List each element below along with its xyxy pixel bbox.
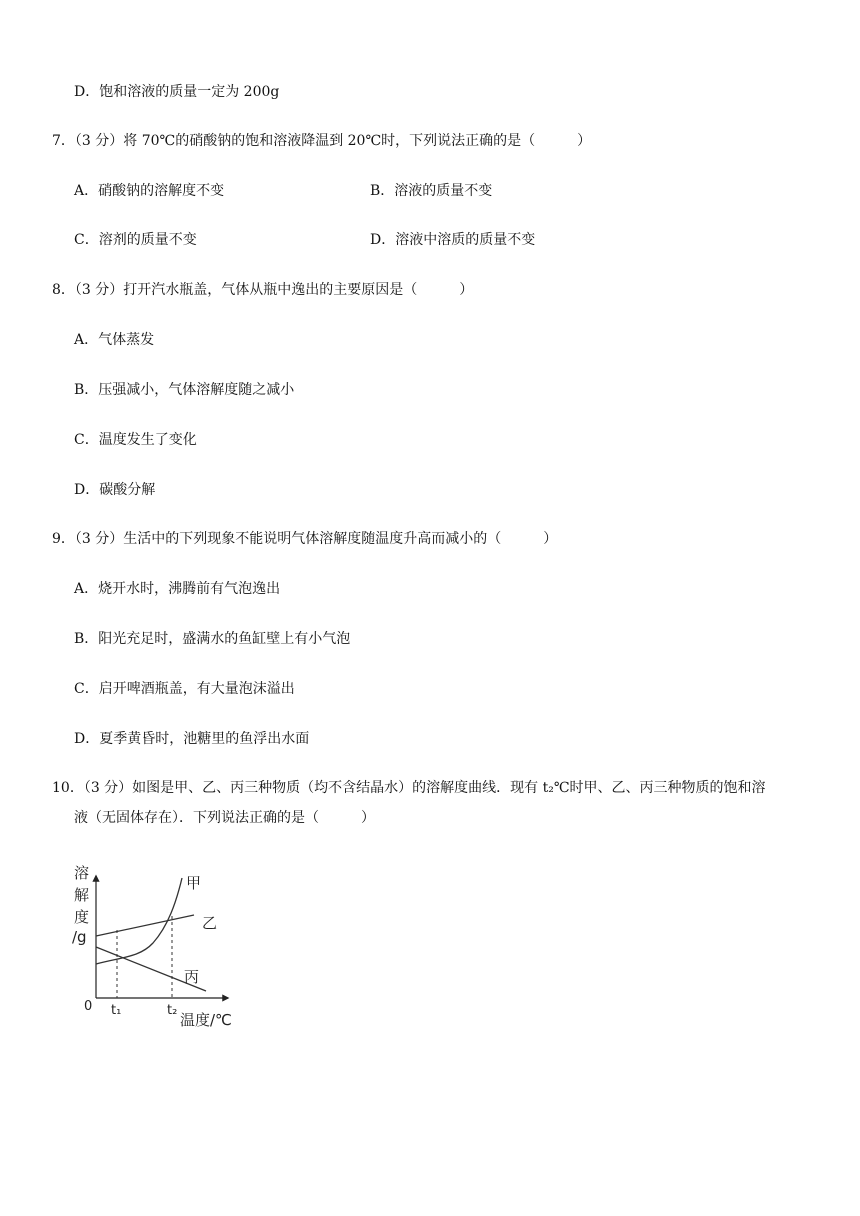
label-jia: 甲 [186,874,202,892]
y-label-4: /g [72,928,87,946]
q10-stem-line1: 10．（3 分）如图是甲、乙、丙三种物质（均不含结晶水）的溶解度曲线．现有 t₂℃时甲、乙、丙三种物质的饱和溶 [52,780,766,796]
q9-option-a: A．烧开水时，沸腾前有气泡逸出 [74,581,281,597]
x-axis-label: 温度/℃ [180,1011,232,1029]
q7-option-d: D．溶液中溶质的质量不变 [370,232,536,248]
solubility-curve-figure [68,858,258,1038]
origin-label: 0 [84,999,93,1014]
q9-option-b: B．阳光充足时，盛满水的鱼缸壁上有小气泡 [74,631,351,647]
q7-stem: 7．（3 分）将 70℃的硝酸钠的饱和溶液降温到 20℃时，下列说法正确的是（ ） [52,133,592,149]
q7-option-a: A．硝酸钠的溶解度不变 [74,183,225,199]
q8-option-a: A．气体蒸发 [74,332,155,348]
y-label-2: 解 [74,886,90,904]
q7-option-c: C．溶剂的质量不变 [74,232,197,248]
q8-option-c: C．温度发生了变化 [74,432,197,448]
q8-option-b: B．压强减小，气体溶解度随之减小 [74,382,295,398]
t2-label: t₂ [167,1003,178,1018]
q9-option-d: D．夏季黄昏时，池糖里的鱼浮出水面 [74,731,310,747]
q9-stem: 9．（3 分）生活中的下列现象不能说明气体溶解度随温度升高而减小的（ ） [52,531,558,547]
q9-option-c: C．启开啤酒瓶盖，有大量泡沫溢出 [74,681,295,697]
q10-stem-line2: 液（无固体存在）．下列说法正确的是（ ） [74,810,375,826]
line-yi [96,915,194,936]
label-bing: 丙 [184,968,200,986]
q7-option-b: B．溶液的质量不变 [370,183,493,199]
q8-stem: 8．（3 分）打开汽水瓶盖，气体从瓶中逸出的主要原因是（ ） [52,282,474,298]
q6-option-d: D．饱和溶液的质量一定为 200g [74,84,280,100]
t1-label: t₁ [111,1003,122,1018]
y-label-3: 度 [74,908,90,926]
q8-option-d: D．碳酸分解 [74,482,156,498]
label-yi: 乙 [202,914,218,932]
y-label-1: 溶 [74,864,90,882]
